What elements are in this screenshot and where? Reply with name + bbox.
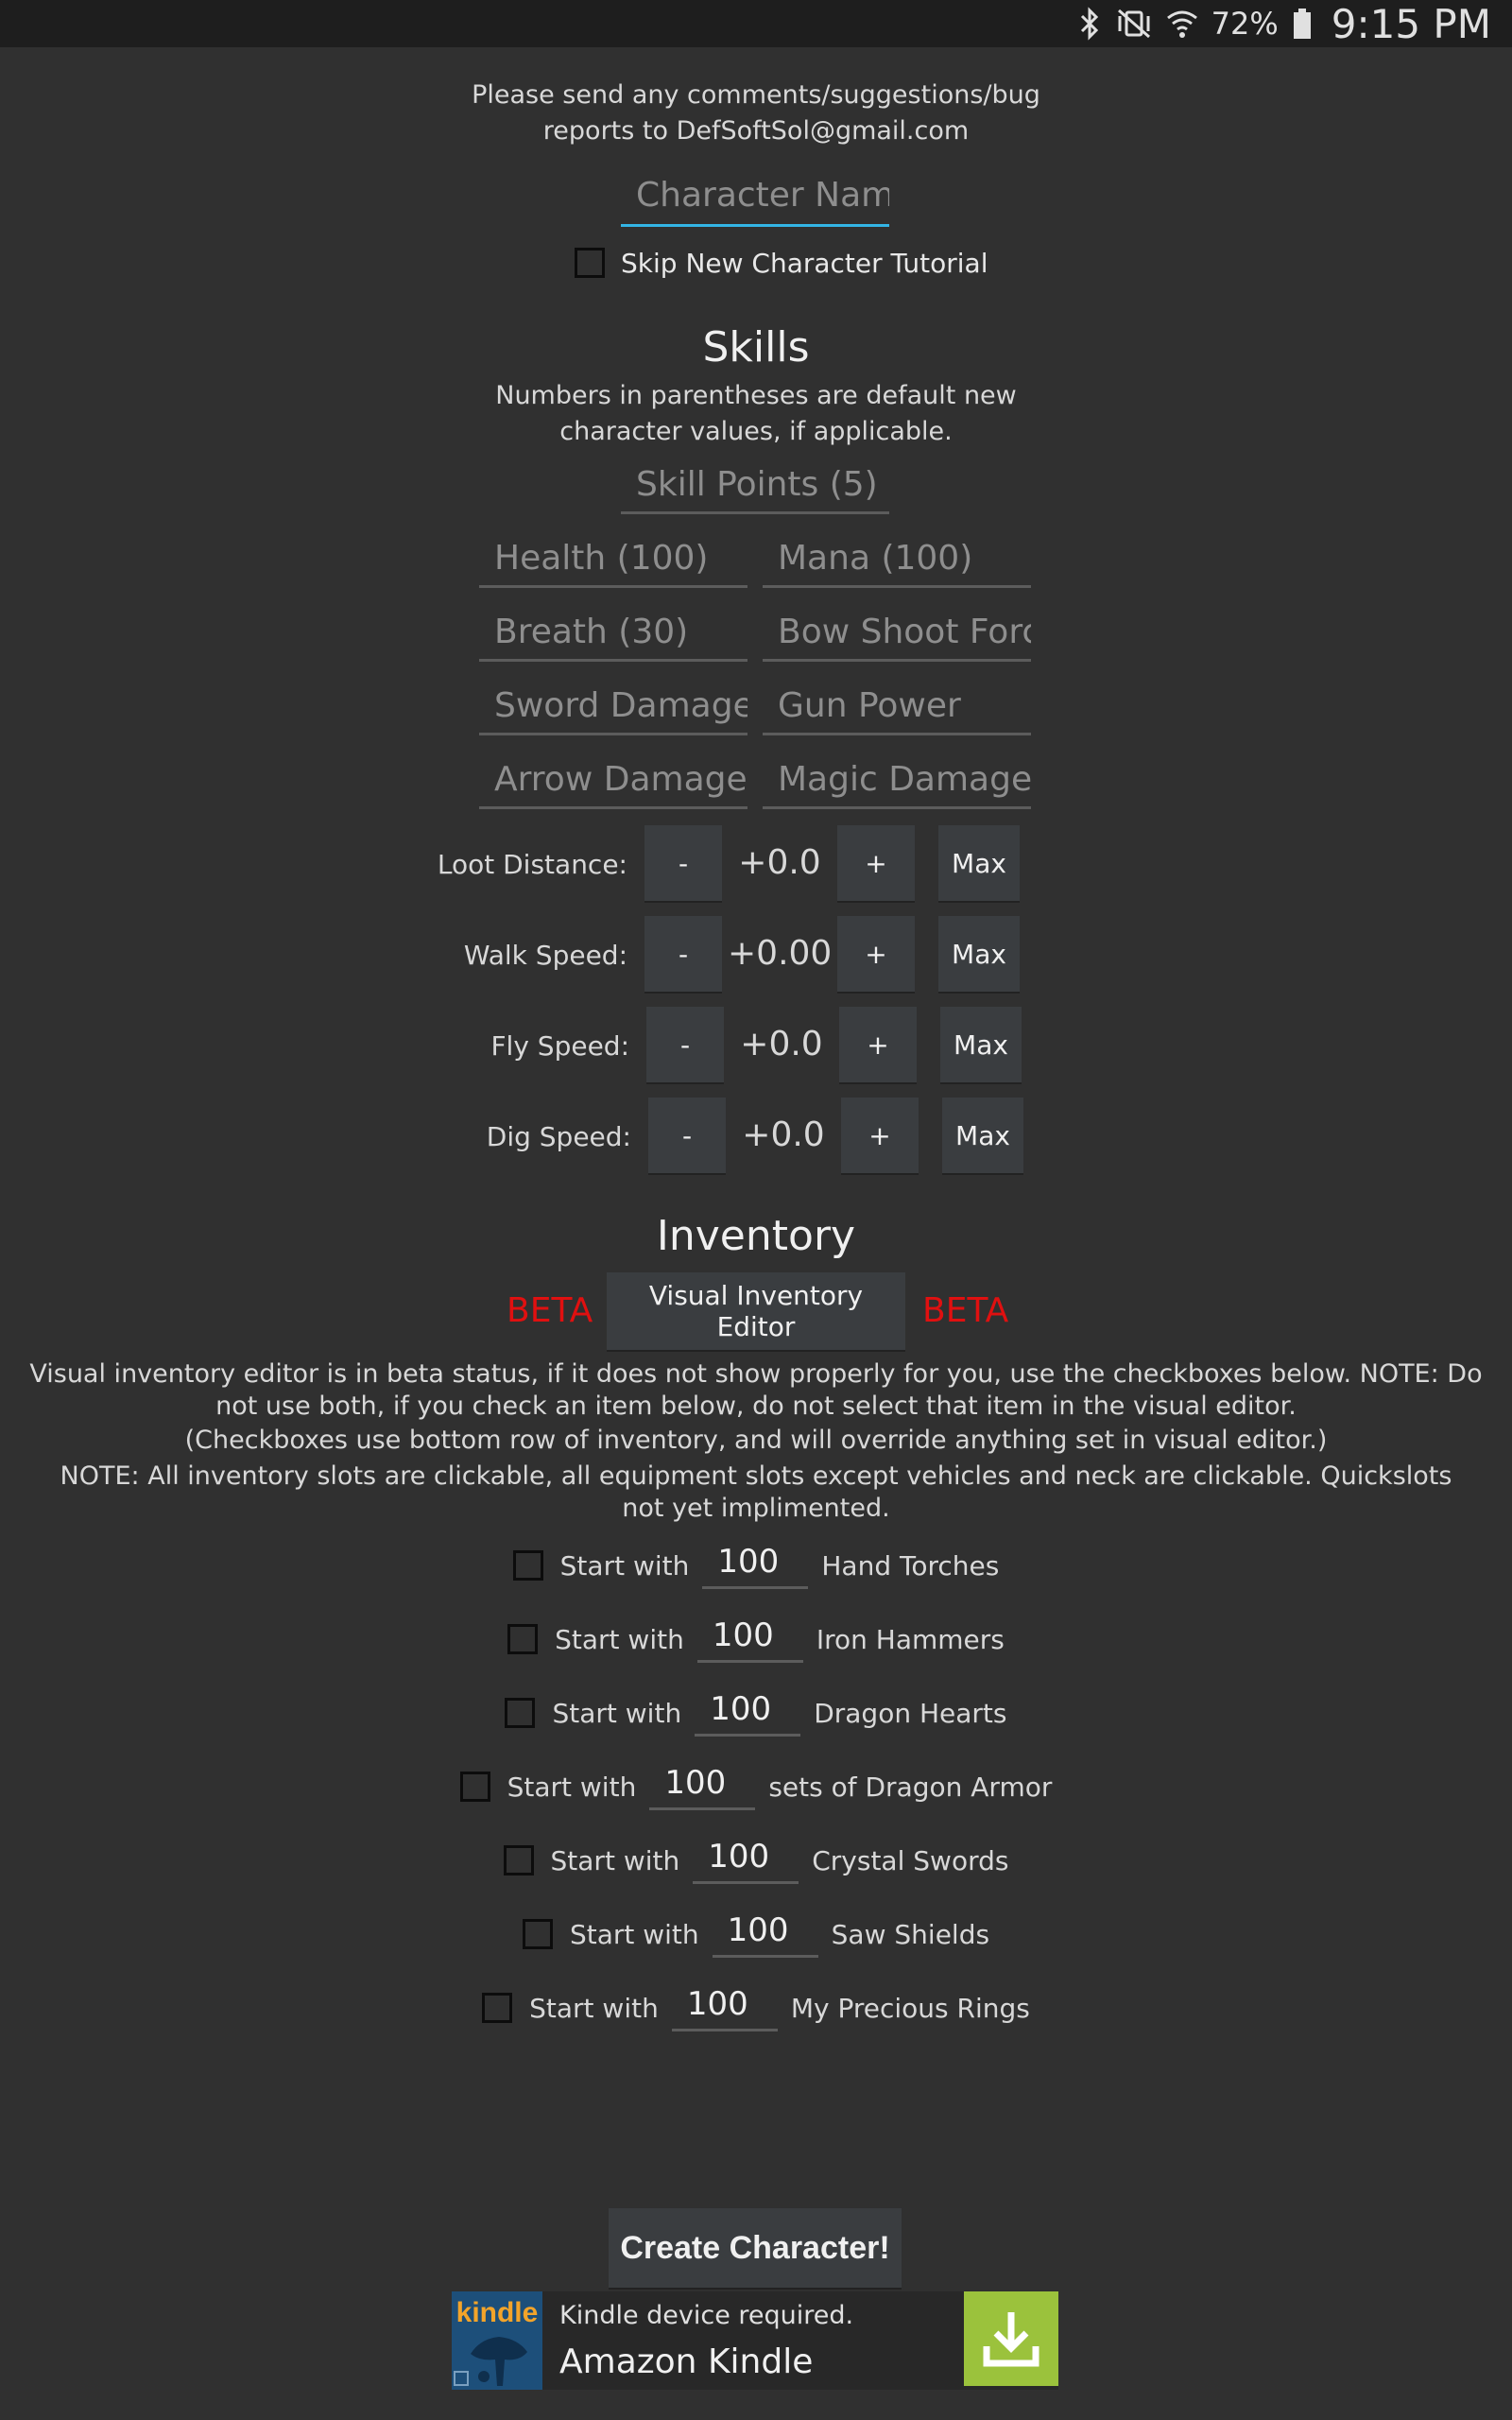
walk-speed-plus-button[interactable]: + bbox=[837, 916, 915, 994]
dig-speed-value: +0.0 bbox=[742, 1115, 825, 1154]
sword-damage-input[interactable] bbox=[479, 683, 747, 735]
item-quantity-input[interactable]: 100 bbox=[672, 1985, 778, 2031]
start-with-label: Start with bbox=[555, 1623, 684, 1655]
loot-distance-max-button[interactable]: Max bbox=[938, 825, 1020, 903]
inventory-slots-note: NOTE: All inventory slots are clickable, all equipment slots except vehicles and neck are clickable. Quickslots not yet implimented. bbox=[60, 1461, 1452, 1523]
dig-speed-plus-button[interactable]: + bbox=[841, 1098, 919, 1175]
item-quantity-input[interactable]: 100 bbox=[649, 1764, 755, 1810]
beta-label-left: BETA bbox=[507, 1291, 593, 1330]
item-name: sets of Dragon Armor bbox=[768, 1771, 1053, 1803]
inventory-item-row bbox=[0, 1611, 1512, 1668]
fly-speed-minus-button[interactable]: - bbox=[646, 1007, 724, 1084]
breath-input[interactable] bbox=[479, 609, 747, 662]
arrow-damage-input[interactable] bbox=[479, 756, 747, 809]
skip-tutorial-checkbox[interactable] bbox=[575, 248, 605, 278]
stepper-label: Loot Distance: bbox=[437, 849, 627, 880]
item-quantity-input[interactable]: 100 bbox=[713, 1911, 818, 1958]
item-checkbox[interactable] bbox=[460, 1772, 490, 1802]
item-name: My Precious Rings bbox=[790, 1992, 1030, 2024]
loot-distance-value: +0.0 bbox=[738, 843, 821, 882]
item-name: Crystal Swords bbox=[812, 1844, 1009, 1876]
walk-speed-max-button[interactable]: Max bbox=[938, 916, 1020, 994]
walk-speed-value: +0.00 bbox=[728, 934, 833, 973]
dig-speed-minus-button[interactable]: - bbox=[648, 1098, 726, 1175]
start-with-label: Start with bbox=[507, 1771, 637, 1803]
character-name-input[interactable] bbox=[621, 170, 889, 227]
ad-choices-icon[interactable] bbox=[454, 2371, 469, 2386]
reader-tree-icon bbox=[461, 2333, 537, 2386]
download-button[interactable] bbox=[964, 2291, 1058, 2386]
wifi-icon bbox=[1166, 7, 1198, 41]
item-quantity-input[interactable]: 100 bbox=[695, 1690, 800, 1737]
start-with-label: Start with bbox=[529, 1992, 659, 2024]
stepper-label: Fly Speed: bbox=[490, 1030, 629, 1062]
item-checkbox[interactable] bbox=[504, 1845, 534, 1876]
loot-distance-plus-button[interactable]: + bbox=[837, 825, 915, 903]
item-checkbox[interactable] bbox=[513, 1550, 543, 1581]
battery-percent: 72% bbox=[1211, 6, 1279, 42]
clock: 9:15 PM bbox=[1331, 0, 1491, 47]
mana-input[interactable] bbox=[763, 535, 1031, 588]
battery-icon bbox=[1292, 7, 1313, 41]
start-with-label: Start with bbox=[552, 1697, 682, 1729]
item-name: Dragon Hearts bbox=[814, 1697, 1007, 1729]
visual-inventory-editor-button[interactable]: Visual Inventory Editor bbox=[607, 1272, 905, 1352]
skill-points-input[interactable] bbox=[621, 461, 889, 514]
status-bar bbox=[0, 0, 1512, 47]
kindle-logo bbox=[452, 2291, 542, 2390]
loot-distance-minus-button[interactable]: - bbox=[644, 825, 722, 903]
inventory-heading: Inventory bbox=[656, 1212, 856, 1260]
fly-speed-plus-button[interactable]: + bbox=[839, 1007, 917, 1084]
stepper-label: Walk Speed: bbox=[463, 940, 627, 971]
inventory-item-row bbox=[0, 1537, 1512, 1594]
stepper-label: Dig Speed: bbox=[486, 1121, 631, 1152]
walk-speed-minus-button[interactable]: - bbox=[644, 916, 722, 994]
skills-note: Numbers in parentheses are default new character values, if applicable. bbox=[495, 381, 1017, 446]
start-with-label: Start with bbox=[550, 1844, 680, 1876]
skip-tutorial-label: Skip New Character Tutorial bbox=[621, 248, 988, 279]
item-quantity-input[interactable]: 100 bbox=[702, 1543, 808, 1589]
inventory-item-row bbox=[0, 1906, 1512, 1962]
inventory-item-row bbox=[0, 1758, 1512, 1815]
fly-speed-value: +0.0 bbox=[740, 1025, 823, 1063]
item-checkbox[interactable] bbox=[482, 1993, 512, 2023]
item-name: Hand Torches bbox=[821, 1549, 1000, 1582]
item-checkbox[interactable] bbox=[523, 1919, 553, 1949]
item-name: Iron Hammers bbox=[816, 1623, 1005, 1655]
inventory-item-row bbox=[0, 1685, 1512, 1741]
skills-heading: Skills bbox=[702, 323, 810, 372]
item-checkbox[interactable] bbox=[505, 1698, 535, 1728]
ad-subtitle: Kindle device required. bbox=[559, 2301, 854, 2330]
ad-title: Amazon Kindle bbox=[559, 2342, 814, 2381]
beta-label-right: BETA bbox=[922, 1291, 1009, 1330]
item-name: Saw Shields bbox=[831, 1918, 990, 1950]
item-quantity-input[interactable]: 100 bbox=[693, 1838, 799, 1884]
inventory-item-row bbox=[0, 1979, 1512, 2036]
contact-note: Please send any comments/suggestions/bug reports to DefSoftSol@gmail.com bbox=[472, 80, 1040, 146]
inventory-item-row bbox=[0, 1832, 1512, 1889]
health-input[interactable] bbox=[479, 535, 747, 588]
ad-banner[interactable] bbox=[452, 2291, 1058, 2390]
bluetooth-icon bbox=[1077, 7, 1102, 41]
dig-speed-max-button[interactable]: Max bbox=[942, 1098, 1023, 1175]
item-quantity-input[interactable]: 100 bbox=[697, 1616, 803, 1663]
inventory-beta-note: Visual inventory editor is in beta status, if it does not show properly for you, use the checkboxes below. NOTE: Do not use both, if you check an item below, do not select that item in the visual editor. bbox=[29, 1359, 1483, 1421]
magic-damage-input[interactable] bbox=[763, 756, 1031, 809]
start-with-label: Start with bbox=[559, 1549, 690, 1582]
create-character-button[interactable]: Create Character! bbox=[609, 2208, 902, 2290]
fly-speed-max-button[interactable]: Max bbox=[940, 1007, 1022, 1084]
item-checkbox[interactable] bbox=[507, 1624, 538, 1654]
download-icon bbox=[983, 2308, 1040, 2369]
inventory-checkbox-note: (Checkboxes use bottom row of inventory, and will override anything set in visual editor.) bbox=[184, 1426, 1328, 1455]
vibrate-mute-icon bbox=[1115, 7, 1153, 41]
gun-power-input[interactable] bbox=[763, 683, 1031, 735]
kindle-logo-text: kindle bbox=[455, 2297, 539, 2328]
start-with-label: Start with bbox=[569, 1918, 699, 1950]
bow-shoot-force-input[interactable] bbox=[763, 609, 1031, 662]
